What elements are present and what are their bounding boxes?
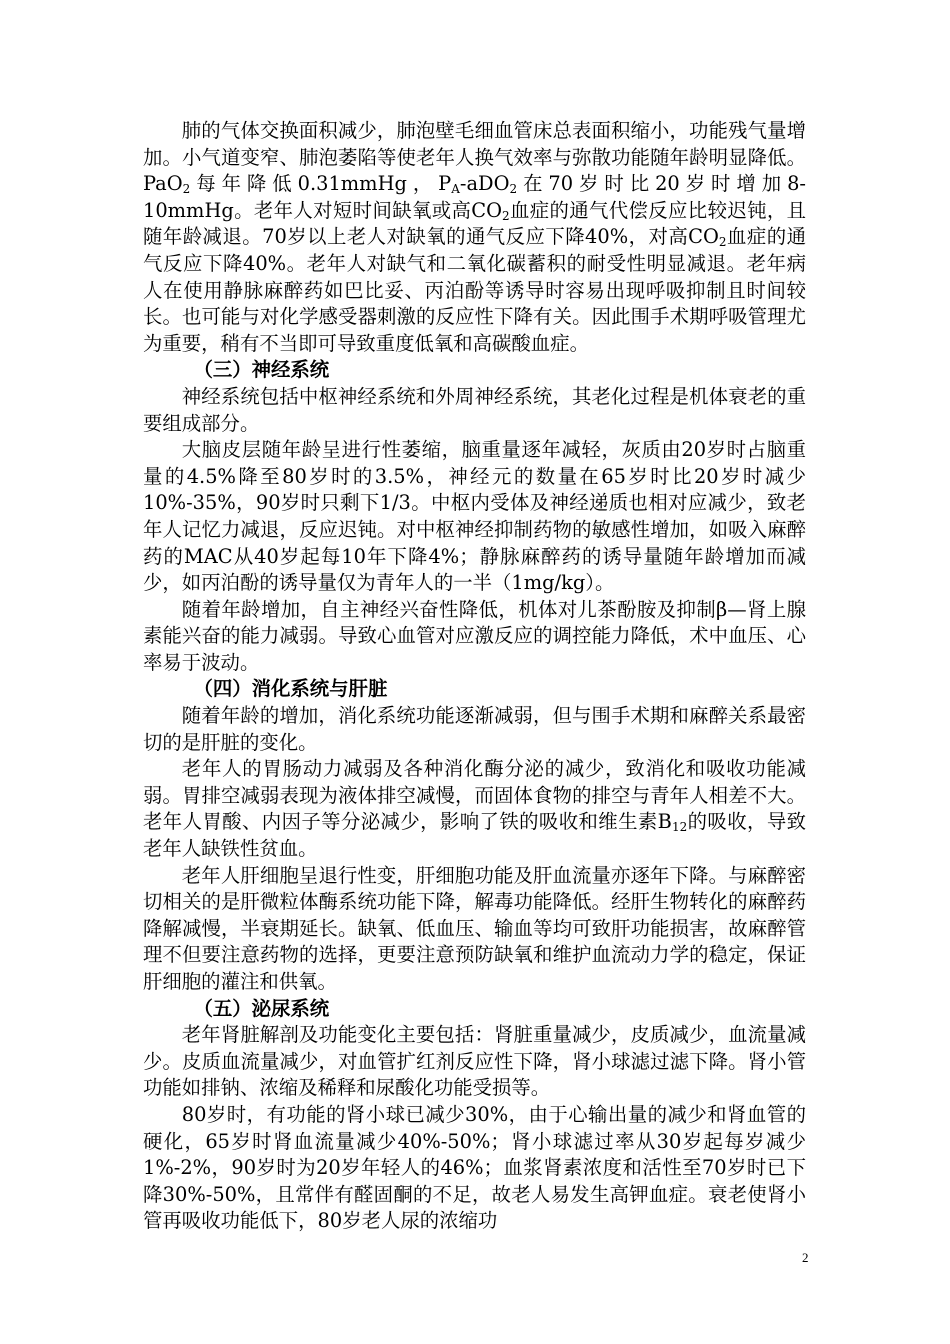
para-liver — [143, 863, 806, 996]
text-run: 神经系统包括中枢神经系统和外周神经系统，其老化过程是机体衰老的重要组成部分。 — [143, 384, 806, 435]
heading-digestive-liver — [143, 676, 806, 703]
text-run: （五）泌尿系统 — [193, 996, 330, 1020]
text-run: （三）神经系统 — [193, 358, 330, 382]
subscript: 2 — [509, 182, 518, 197]
para-respiratory — [143, 118, 806, 357]
text-run: 的吸收，导致老年人缺铁性贫血。 — [143, 810, 807, 861]
heading-nervous-system — [143, 357, 806, 384]
text-run: 每年降低0.31mmHg，P — [190, 172, 452, 196]
text-run: 80岁时，有功能的肾小球已减少30%，由于心输出量的减少和肾血管的硬化，65岁时肾血流量减少40%-50%；肾小球滤过率从30岁起每岁减少1%-2%，90岁时为20岁年轻人的46%；血浆肾素浓度和活性至70岁时已下降30%-50%，且常伴有醛固酮的不足，故老人易发生高钾血症。衰老使肾小管再吸收功能低下，80岁老人尿的浓缩功 — [143, 1102, 806, 1233]
para-autonomic — [143, 597, 806, 677]
text-run: 老年肾脏解剖及功能变化主要包括：肾脏重量减少，皮质减少，血流量减少。皮质血流量减少，对血管扩红剂反应性下降，肾小球滤过滤下降。肾小管功能如排钠、浓缩及稀释和尿酸化功能受损等。 — [143, 1023, 806, 1100]
page-number: 2 — [802, 1250, 809, 1265]
text-run: 血症的通气反应下降40%。老年人对缺气和二氧化碳蓄积的耐受性明显减退。老年病人在使用静脉麻醉药如巴比妥、丙泊酚等诱导时容易出现呼吸抑制且时间较长。也可能与对化学感受器刺激的反应性下降有关。因此围手术期呼吸管理尤为重要，稍有不当即可导致重度低氧和高碳酸血症。 — [143, 225, 806, 355]
text-run: （四）消化系统与肝脏 — [193, 677, 388, 701]
text-run: 随着年龄的增加，消化系统功能逐渐减弱，但与围手术期和麻醉关系最密切的是肝脏的变化。 — [143, 704, 806, 754]
para-gastrointestinal — [143, 756, 806, 862]
text-run: 在70岁时比20岁时增加8-10mmHg。老年人对短时间缺氧或高CO — [143, 172, 806, 222]
text-run: -aDO — [459, 172, 510, 196]
subscript: 12 — [671, 820, 688, 835]
text-run: 老年人肝细胞呈退行性变，肝细胞功能及肝血流量亦逐年下降。与麻醉密切相关的是肝微粒体酶系统功能下降，解毒功能降低。经肝生物转化的麻醉药降解减慢，半衰期延长。缺氧、低血压、输血等均可致肝功能损害，故麻醉管理不但要注意药物的选择，更要注意预防缺氧和维护血流动力学的稳定，保证肝细胞的灌注和供氧。 — [143, 863, 806, 993]
subscript: A — [451, 182, 460, 197]
document-body — [143, 118, 806, 1235]
subscript: 2 — [501, 208, 510, 223]
text-run: 血症的通气代偿反应比较迟钝，且随年龄减退。70岁以上老人对缺氧的通气反应下降40%，对高CO — [143, 198, 806, 249]
para-brain-cortex — [143, 437, 806, 597]
para-kidney-changes — [143, 1022, 806, 1102]
para-kidney-age80 — [143, 1102, 806, 1235]
subscript: 2 — [718, 235, 727, 250]
subscript: 2 — [182, 182, 191, 197]
text-run: 肺的气体交换面积减少，肺泡壁毛细血管床总表面积缩小，功能残气量增加。小气道变窄、肺泡萎陷等使老年人换气效率与弥散功能随年龄明显降低。PaO — [143, 119, 806, 196]
para-digestive-intro — [143, 703, 806, 756]
heading-urinary-system — [143, 996, 806, 1023]
text-run: 随着年龄增加，自主神经兴奋性降低，机体对儿茶酚胺及抑制β—肾上腺素能兴奋的能力减弱。导致心血管对应激反应的调控能力降低，术中血压、心率易于波动。 — [143, 597, 806, 674]
text-run: 老年人的胃肠动力减弱及各种消化酶分泌的减少，致消化和吸收功能减弱。胃排空减弱表现为液体排空减慢，而固体食物的排空与青年人相差不大。老年人胃酸、内因子等分泌减少，影响了铁的吸收和维生素B — [143, 757, 806, 834]
text-run: 大脑皮层随年龄呈进行性萎缩，脑重量逐年减轻，灰质由20岁时占脑重量的4.5%降至80岁时的3.5%，神经元的数量在65岁时比20岁时减少10%-35%，90岁时只剩下1/3。中枢内受体及神经递质也相对应减少，致老年人记忆力减退，反应迟钝。对中枢神经抑制药物的敏感性增加，如吸入麻醉药的MAC从40岁起每10年下降4%；静脉麻醉药的诱导量随年龄增加而减少，如丙泊酚的诱导量仅为青年人的一半（1mg/kg）。 — [143, 438, 806, 595]
para-nervous-intro — [143, 384, 806, 437]
